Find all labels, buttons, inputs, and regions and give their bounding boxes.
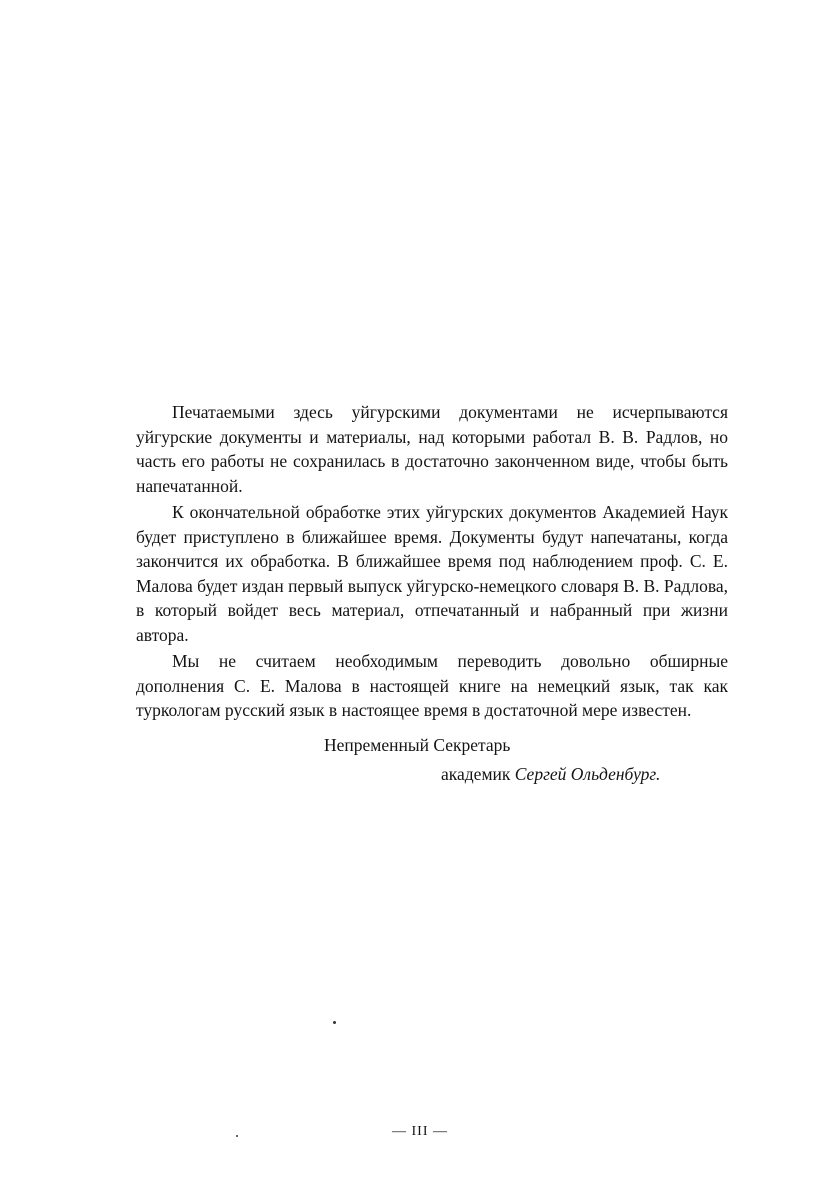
signature-line <box>441 762 728 787</box>
signature-name: Сергей Ольденбург. <box>514 763 661 784</box>
signature-block <box>136 733 728 786</box>
signature-role: Непременный Секретарь <box>324 735 511 755</box>
print-speck <box>333 1021 336 1024</box>
paragraph-2: К окончательной обработке этих уйгурских документов Академией Наук будет приступлено в ближайшее время. Документы будут напечатаны, когда закончится их обработка. В ближайшее время под наблюдением проф. С. Е. Малова будет издан первый выпуск уйгурско-немецкого словаря В. В. Радлова, в который войдет весь материал, отпечатанный и набранный при жизни автора. <box>136 502 728 645</box>
paragraph-1: Печатаемыми здесь уйгурскими документами не исчерпываются уйгурские документы и материалы, над которыми работал В. В. Радлов, но часть его работы не сохранилась в достаточно законченном виде, чтобы быть напечатанной. <box>136 402 728 496</box>
body-text <box>136 400 728 725</box>
paragraph-3: Мы не считаем необходимым переводить довольно обширные дополнения С. Е. Малова в настоящей книге на немецкий язык, так как туркологам русский язык в настоящее время в достаточной мере известен. <box>136 651 728 720</box>
page-number: — III — <box>392 1124 448 1139</box>
signature-title: академик <box>441 763 511 784</box>
